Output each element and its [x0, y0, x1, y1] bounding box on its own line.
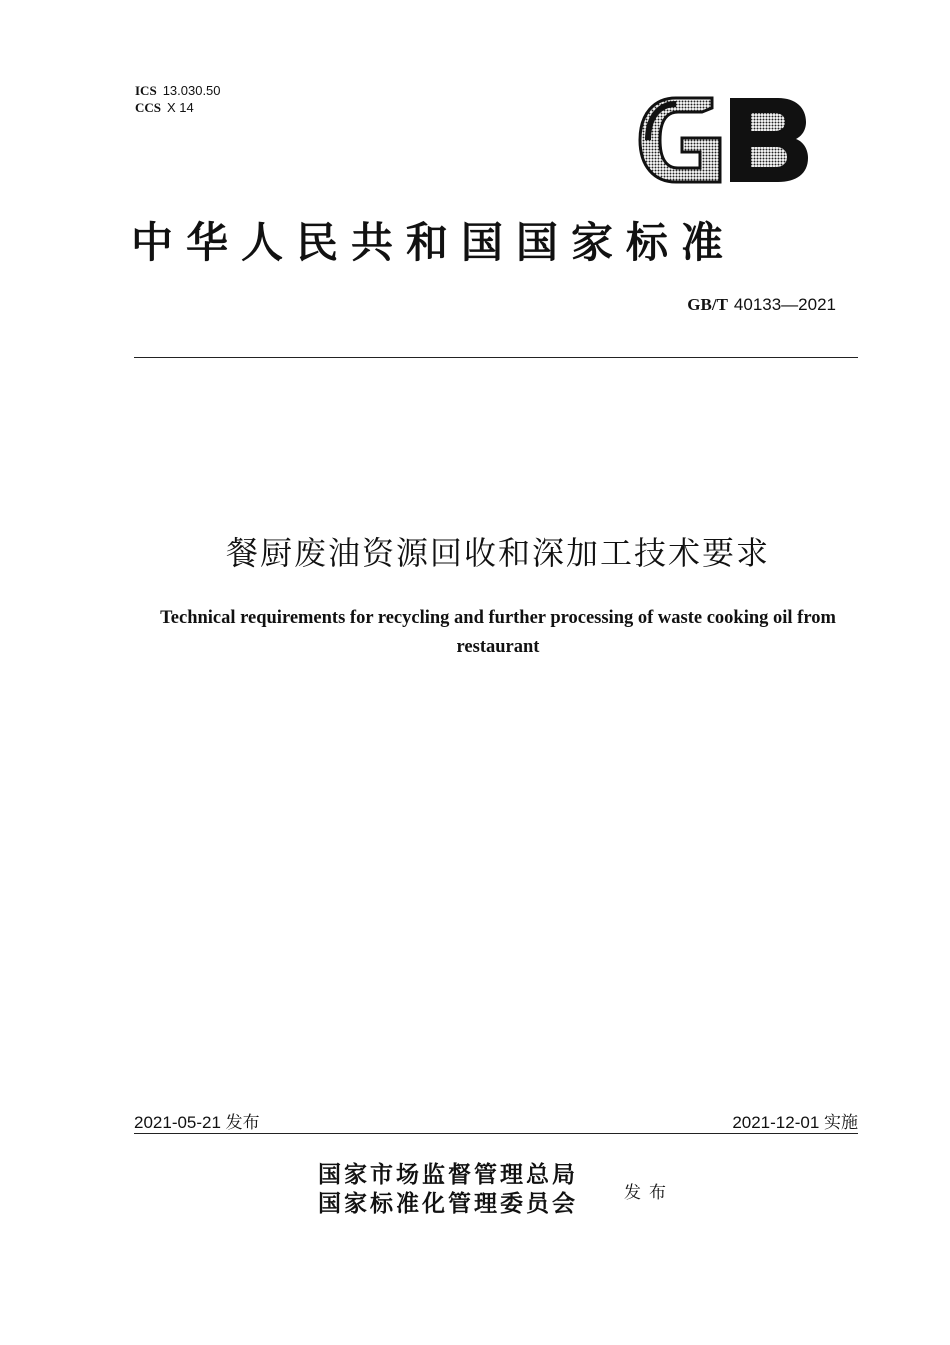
- ics-label: ICS: [135, 83, 157, 98]
- ics-value: 13.030.50: [162, 83, 221, 98]
- issuer-samr: 国家市场监督管理总局: [318, 1161, 578, 1188]
- standard-number: [560, 295, 836, 315]
- standard-code: 40133—2021: [733, 295, 836, 314]
- bottom-divider: [134, 1133, 858, 1134]
- classification-codes: [135, 83, 221, 117]
- national-standard-title: 中华人民共和国国家标准: [131, 218, 737, 267]
- issue-date: 2021-05-21 发布: [134, 1113, 260, 1132]
- ccs-code: [135, 100, 221, 117]
- ccs-label: CCS: [135, 100, 162, 115]
- issuing-authorities: [318, 1160, 578, 1218]
- standard-prefix: GB/T: [687, 295, 728, 314]
- ics-code: [135, 83, 221, 100]
- implementation-date: 2021-12-01 实施: [732, 1113, 858, 1132]
- issuer-sac: 国家标准化管理委员会: [318, 1190, 578, 1217]
- top-divider: [134, 357, 858, 358]
- title-english: Technical requirements for recycling and further processing of waste cooking oil from restaurant: [160, 608, 836, 657]
- gb-logo: [636, 94, 812, 186]
- title-chinese: 餐厨废油资源回收和深加工技术要求: [225, 534, 770, 572]
- issued-label: 发布: [624, 1183, 674, 1203]
- gb-logo-icon: [636, 94, 812, 186]
- ccs-value: X 14: [167, 100, 194, 115]
